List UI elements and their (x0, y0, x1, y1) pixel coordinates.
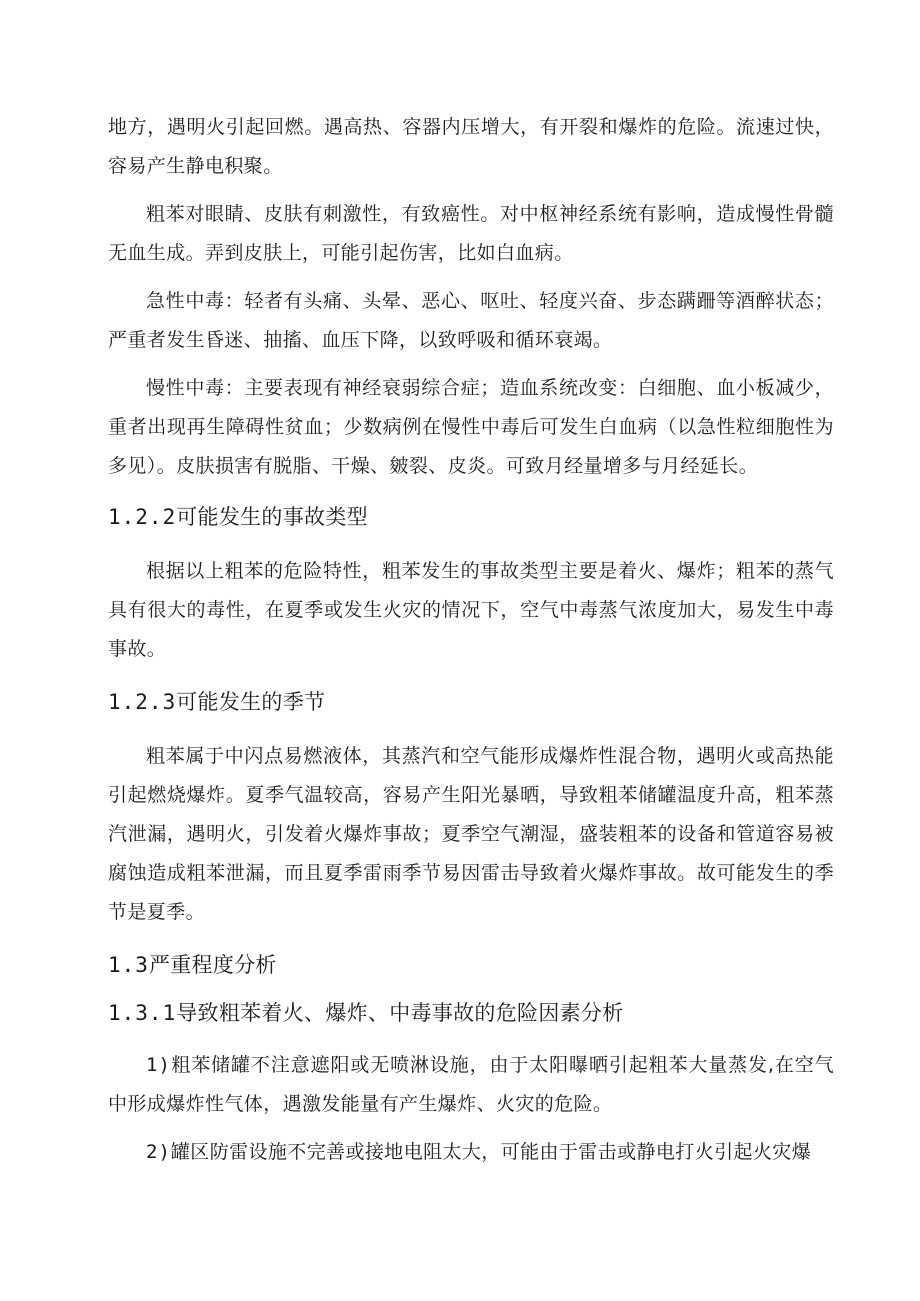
heading-1-2-2 (108, 502, 834, 532)
heading-1-3-1 (108, 998, 834, 1028)
list-item-2 (108, 1133, 834, 1172)
list-item-1 (108, 1046, 834, 1124)
heading-title: 导致粗苯着火、爆炸、中毒事故的危险因素分析 (176, 1001, 624, 1025)
paragraph-accident-types: 根据以上粗苯的危险特性，粗苯发生的事故类型主要是着火、爆炸；粗苯的蒸气具有很大的毒性，在夏季或发生火灾的情况下，空气中毒蒸气浓度加大，易发生中毒事故。 (108, 560, 834, 660)
paragraph-season: 粗苯属于中闪点易燃液体，其蒸汽和空气能形成爆炸性混合物，遇明火或高热能引起燃烧爆炸。夏季气温较高，容易产生阳光暴晒，导致粗苯储罐温度升高，粗苯蒸汽泄漏，遇明火，引发着火爆炸事故；夏季空气潮湿，盛装粗苯的设备和管道容易被腐蚀造成粗苯泄漏，而且夏季雷雨季节易因雷击导致着火爆炸事故。故可能发生的季节是夏季。 (108, 745, 834, 923)
document-page (108, 108, 834, 1172)
paragraph-chronic-poisoning: 慢性中毒：主要表现有神经衰弱综合症；造血系统改变：白细胞、血小板减少，重者出现再生障碍性贫血；少数病例在慢性中毒后可发生白血病（以急性粒细胞性为多见）。皮肤损害有脱脂、干燥、皴裂、皮炎。可致月经量增多与月经延长。 (108, 377, 834, 477)
heading-number: 1.2.2 (108, 505, 177, 529)
heading-number: 1.3.1 (108, 1001, 177, 1025)
heading-1-2-3 (108, 687, 834, 717)
heading-1-3 (108, 950, 834, 980)
heading-number: 1.3 (108, 953, 149, 977)
heading-title: 可能发生的季节 (176, 690, 326, 714)
paragraph-fire-hazard: 地方，遇明火引起回燃。遇高热、容器内压增大，有开裂和爆炸的危险。流速过快，容易产生静电积聚。 (108, 116, 834, 177)
heading-number: 1.2.3 (108, 690, 177, 714)
heading-title: 可能发生的事故类型 (176, 505, 368, 529)
list-marker: 1) (146, 1054, 171, 1076)
list-marker: 2) (146, 1141, 171, 1163)
paragraph-toxicity: 粗苯对眼睛、皮肤有刺激性，有致癌性。对中枢神经系统有影响，造成慢性骨髓无血生成。弄到皮肤上，可能引起伤害，比如白血病。 (108, 203, 834, 264)
list-item-text: 罐区防雷设施不完善或接地电阻太大，可能由于雷击或静电打火引起火灾爆 (170, 1141, 812, 1163)
paragraph-acute-poisoning: 急性中毒：轻者有头痛、头晕、恶心、呕吐、轻度兴奋、步态蹒跚等酒醉状态；严重者发生昏迷、抽搐、血压下降，以致呼吸和循环衰竭。 (108, 290, 834, 351)
heading-title: 严重程度分析 (148, 953, 277, 977)
list-item-text: 粗苯储罐不注意遮阳或无喷淋设施，由于太阳曝晒引起粗苯大量蒸发,在空气中形成爆炸性气体，遇激发能量有产生爆炸、火灾的危险。 (108, 1054, 834, 1115)
